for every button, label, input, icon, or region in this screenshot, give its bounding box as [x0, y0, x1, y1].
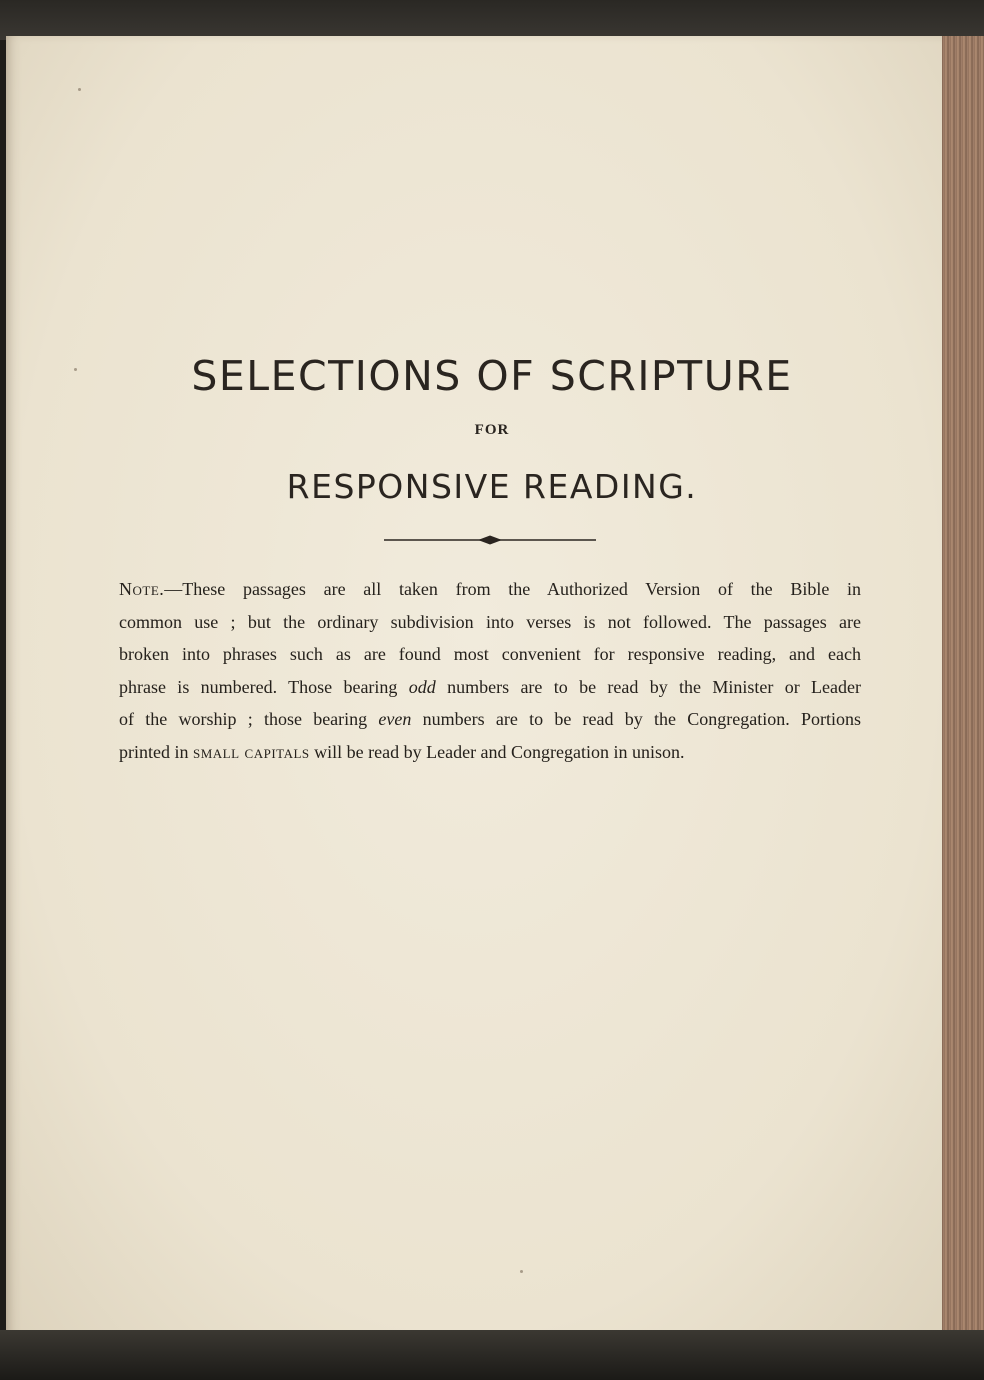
note-line	[119, 736, 861, 769]
page-edges	[938, 36, 984, 1342]
note-line	[119, 703, 861, 736]
emphasis-even: even	[378, 709, 412, 730]
note-paragraph	[119, 573, 861, 769]
ornamental-divider	[384, 533, 596, 547]
note-line	[119, 671, 861, 704]
book-cover-top	[0, 0, 984, 40]
note-text: printed in	[119, 741, 193, 762]
page-title: SELECTIONS OF SCRIPTURE	[191, 352, 793, 400]
page-subtitle: RESPONSIVE READING.	[286, 467, 698, 506]
note-line	[119, 573, 861, 606]
emphasis-odd: odd	[408, 676, 436, 697]
note-line: broken into phrases such as are found most convenient for responsive reading, and each	[119, 644, 861, 665]
small-capitals-text: small capitals	[193, 741, 310, 762]
note-label: Note.	[119, 579, 165, 599]
note-text: will be read by Leader and Congregation in unison.	[309, 741, 685, 762]
note-text: numbers are to be read by the Congregation. Portions	[411, 709, 861, 730]
note-text: numbers are to be read by the Minister or Leader	[435, 676, 861, 697]
note-line: common use ; but the ordinary subdivision into verses is not followed. The passages are	[119, 611, 861, 632]
note-text: —These passages are all taken from the Authorized Version of the Bible in	[164, 579, 861, 599]
note-text: phrase is numbered. Those bearing	[119, 676, 409, 697]
paper-speck	[78, 88, 81, 91]
paper-speck	[520, 1270, 523, 1273]
title-connector: FOR	[474, 422, 510, 438]
book-cover-bottom	[0, 1330, 984, 1380]
note-text: of the worship ; those bearing	[119, 709, 379, 730]
